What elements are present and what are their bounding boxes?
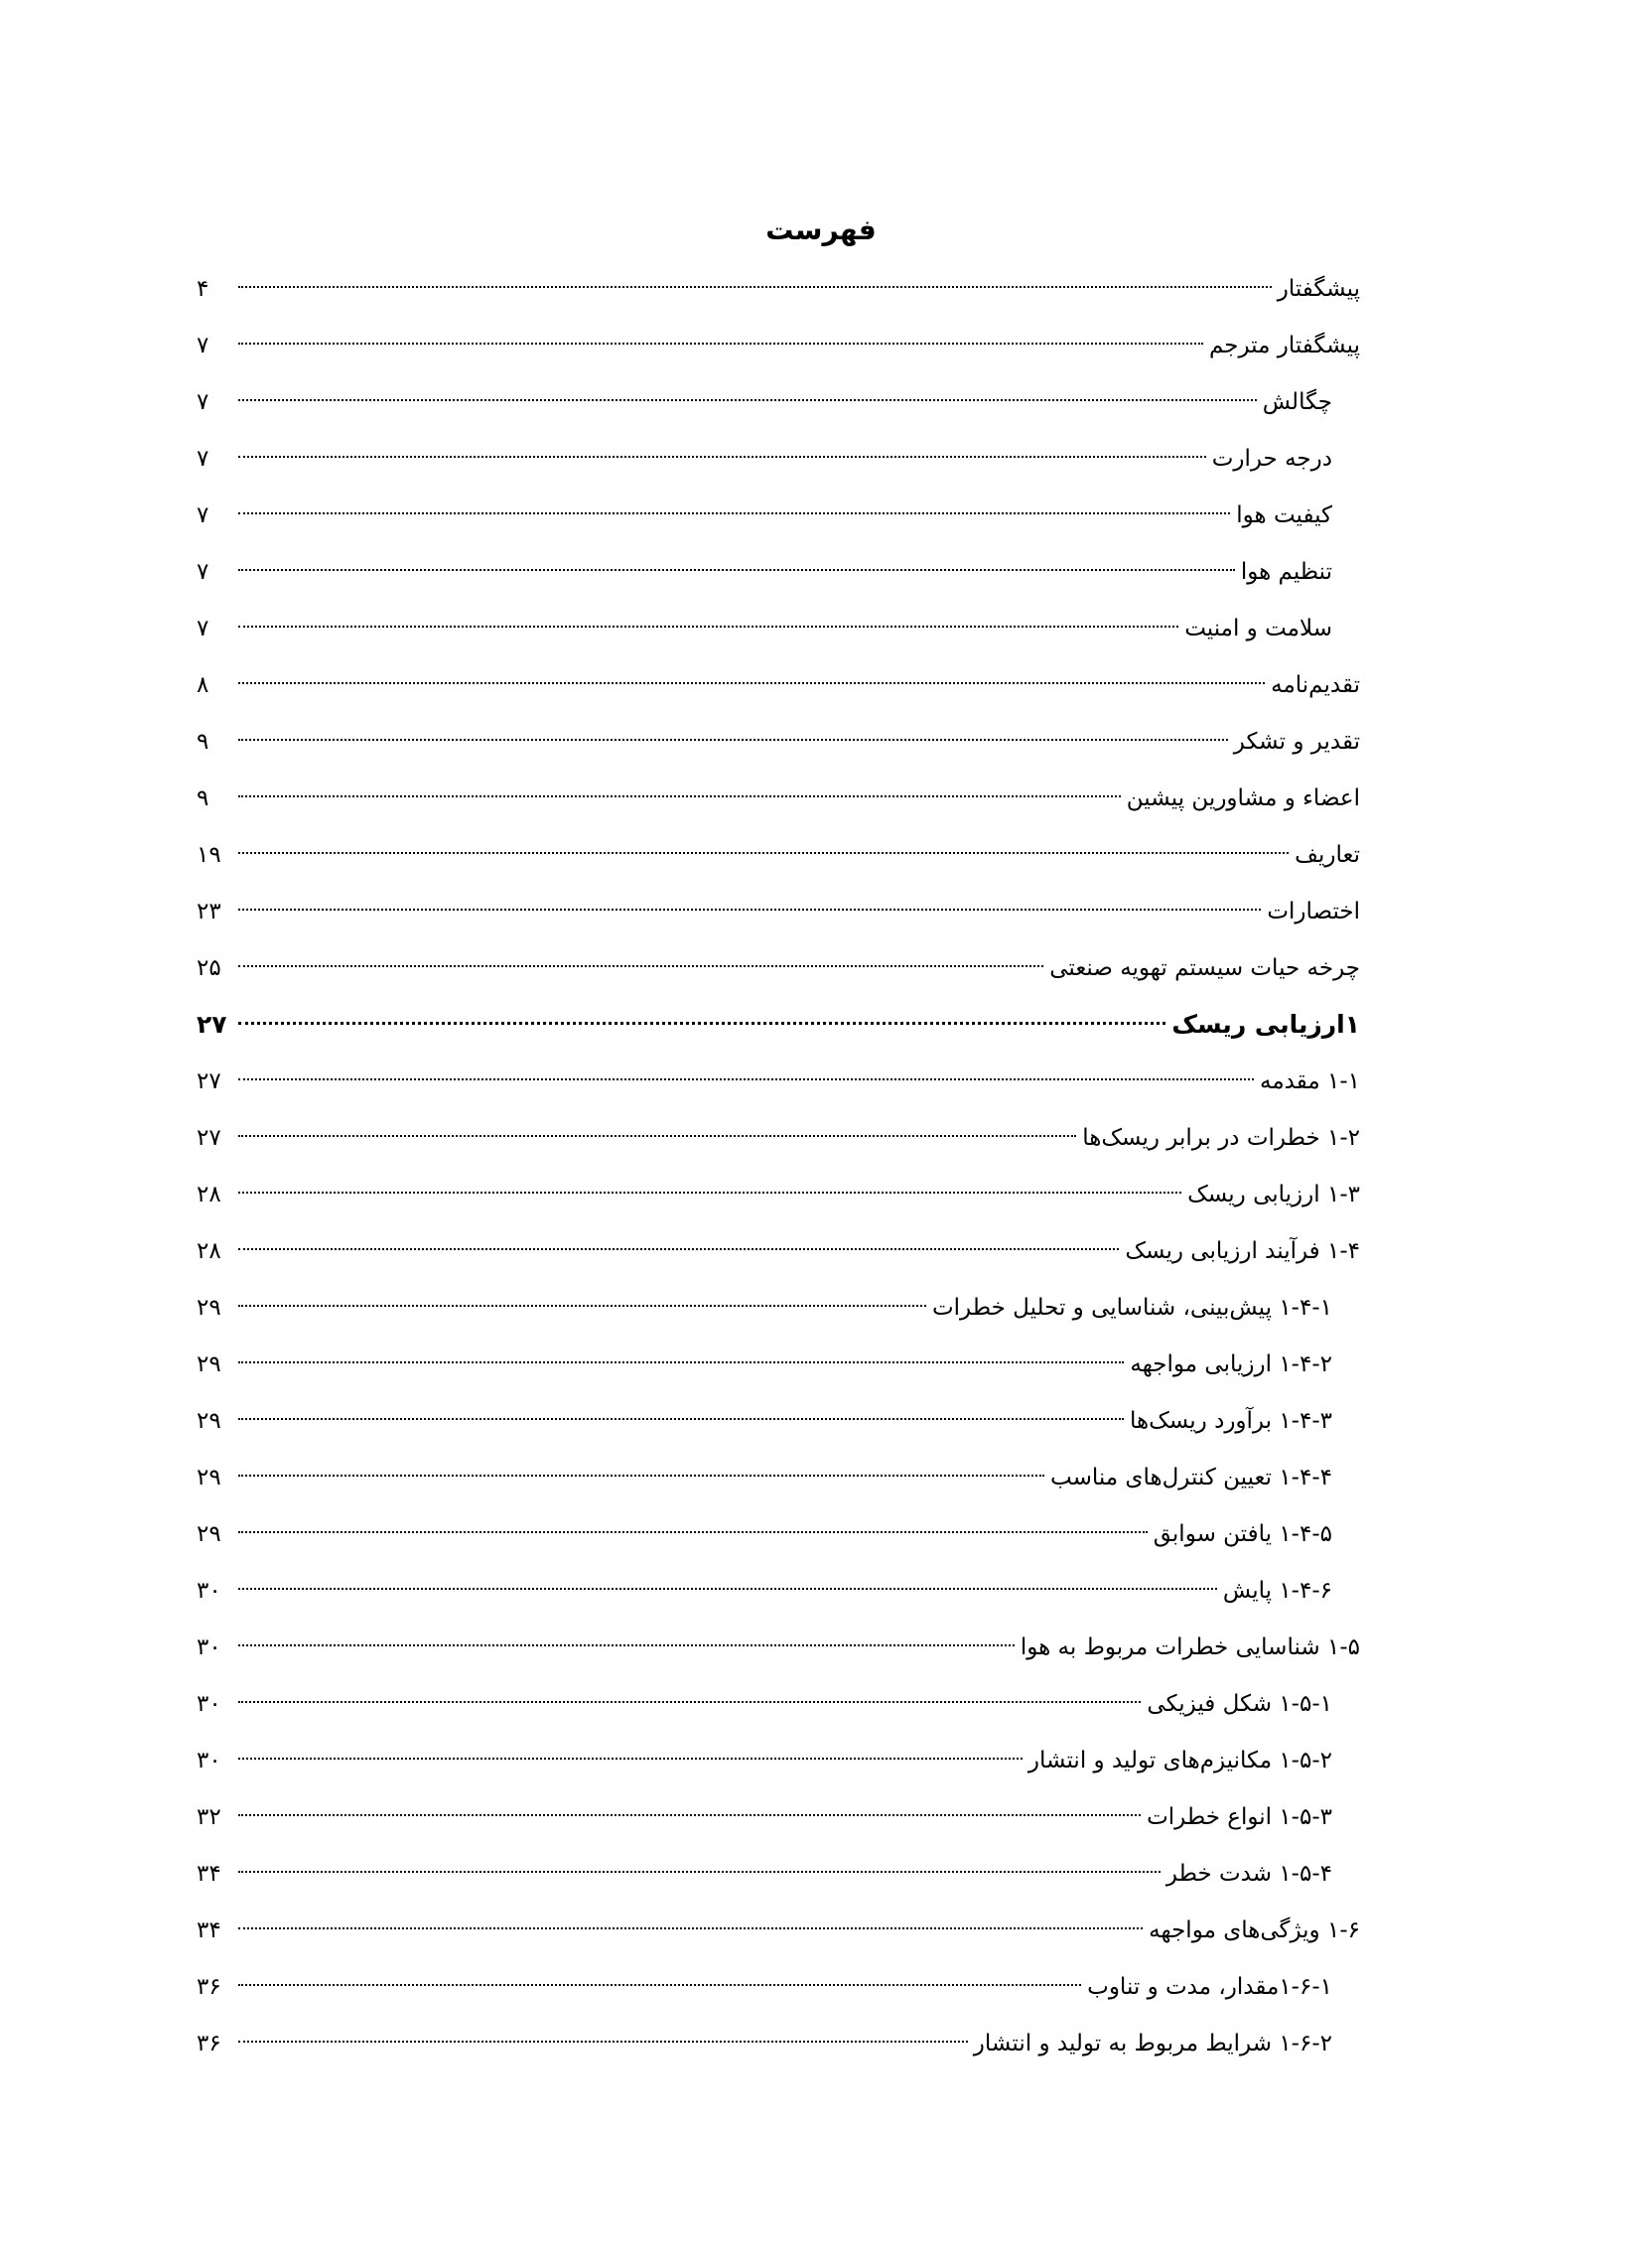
toc-entry[interactable] xyxy=(197,663,1360,720)
toc-entry-page-number: ۳۰ xyxy=(197,1691,221,1717)
dot-leader xyxy=(238,1588,1217,1590)
toc-entry-label: ۱-۵-۱ شکل فیزیکی xyxy=(1147,1691,1332,1717)
toc-entry[interactable] xyxy=(197,1116,1360,1173)
toc-entry-label: تنظیم هوا xyxy=(1240,559,1332,585)
toc-entry[interactable] xyxy=(197,1173,1360,1229)
toc-entry[interactable] xyxy=(197,833,1360,890)
toc-entry-label: سلامت و امنیت xyxy=(1184,616,1332,641)
toc-entry-label: ۱-۴ فرآیند ارزیابی ریسک xyxy=(1125,1238,1360,1264)
toc-entry-page-number: ۷ xyxy=(197,446,209,472)
toc-entry[interactable] xyxy=(197,1626,1360,1682)
dot-leader xyxy=(238,512,1230,514)
toc-entry-label: ۱-۴-۵ یافتن سوابق xyxy=(1153,1521,1332,1547)
toc-entry-label: ۱-۵-۳ انواع خطرات xyxy=(1147,1804,1332,1830)
toc-entry[interactable] xyxy=(197,1965,1360,2022)
toc-entry[interactable] xyxy=(197,1795,1360,1852)
toc-entry-label: ۱-۱ مقدمه xyxy=(1259,1068,1360,1094)
toc-entry-label: ۱-۴-۲ ارزیابی مواجهه xyxy=(1130,1351,1332,1377)
toc-entry-label: چگالش xyxy=(1262,389,1332,415)
toc-entry-label: ۱-۴-۳ برآورد ریسک‌ها xyxy=(1130,1408,1332,1434)
toc-entry-page-number: ۲۷ xyxy=(197,1010,227,1039)
toc-entry-label: درجه حرارت xyxy=(1211,446,1332,472)
toc-entry[interactable] xyxy=(197,550,1360,607)
toc-entry-page-number: ۲۹ xyxy=(197,1351,221,1377)
toc-entry[interactable] xyxy=(197,324,1360,380)
toc-entry-page-number: ۲۵ xyxy=(197,955,221,981)
toc-entry[interactable] xyxy=(197,1229,1360,1286)
toc-entry-page-number: ۷ xyxy=(197,389,209,415)
toc-entry[interactable] xyxy=(197,1286,1360,1343)
toc-entry[interactable] xyxy=(197,1060,1360,1116)
toc-title: فهرست xyxy=(765,213,877,246)
dot-leader xyxy=(238,1418,1124,1420)
toc-entry-page-number: ۹ xyxy=(197,785,209,811)
toc-entry-label: ۱-۶-۱مقدار، مدت و تناوب xyxy=(1087,1974,1332,2000)
toc-entry-label: چرخه حیات سیستم تهویه صنعتی xyxy=(1049,955,1360,981)
toc-entry-page-number: ۴ xyxy=(197,276,209,302)
dot-leader xyxy=(238,286,1272,288)
toc-entry-label: ۱-۴-۴ تعیین کنترل‌های مناسب xyxy=(1050,1465,1332,1490)
toc-entry-label: ۱-۳ ارزیابی ریسک xyxy=(1187,1182,1360,1207)
dot-leader xyxy=(238,1022,1165,1025)
toc-entry[interactable] xyxy=(197,1569,1360,1626)
toc-entry-label: ۱-۵-۴ شدت خطر xyxy=(1165,1861,1332,1887)
toc-entry[interactable] xyxy=(197,267,1360,324)
dot-leader xyxy=(238,909,1261,911)
toc-entry-label: تقدیم‌نامه xyxy=(1271,672,1360,698)
toc-entry[interactable] xyxy=(197,437,1360,494)
dot-leader xyxy=(238,965,1043,967)
toc-entry-page-number: ۸ xyxy=(197,672,209,698)
toc-entry-label: پیشگفتار xyxy=(1277,276,1360,302)
toc-entry-page-number: ۲۸ xyxy=(197,1238,221,1264)
dot-leader xyxy=(238,1984,1081,1986)
toc-entry-page-number: ۲۹ xyxy=(197,1295,221,1321)
dot-leader xyxy=(238,1644,1015,1646)
dot-leader xyxy=(238,1192,1181,1194)
toc-entry-page-number: ۳۰ xyxy=(197,1748,221,1773)
dot-leader xyxy=(238,1475,1044,1477)
dot-leader xyxy=(238,343,1203,345)
toc-entry-page-number: ۳۶ xyxy=(197,2031,221,2056)
toc-entry-page-number: ۹ xyxy=(197,729,209,755)
dot-leader xyxy=(238,1305,926,1307)
toc-entry-page-number: ۱۹ xyxy=(197,842,221,868)
toc-entry-page-number: ۲۹ xyxy=(197,1521,221,1547)
toc-entry-label: ۱-۵ شناسایی خطرات مربوط به هوا xyxy=(1020,1634,1360,1660)
toc-entry-label: ۱-۴-۶ پایش xyxy=(1222,1578,1332,1604)
toc-entry-page-number: ۷ xyxy=(197,333,209,358)
toc-entry[interactable] xyxy=(197,1003,1360,1060)
toc-entry[interactable] xyxy=(197,1682,1360,1739)
toc-entry-page-number: ۳۶ xyxy=(197,1974,221,2000)
dot-leader xyxy=(238,1078,1254,1080)
toc-entry-label: ۱-۵-۲ مکانیزم‌های تولید و انتشار xyxy=(1027,1748,1332,1773)
toc-entry-page-number: ۳۰ xyxy=(197,1578,221,1604)
toc-entry-page-number: ۲۸ xyxy=(197,1182,221,1207)
toc-entry[interactable] xyxy=(197,1739,1360,1795)
dot-leader xyxy=(238,795,1121,797)
toc-entry-page-number: ۳۰ xyxy=(197,1634,221,1660)
toc-entry-page-number: ۲۷ xyxy=(197,1068,221,1094)
toc-entry-page-number: ۲۷ xyxy=(197,1125,221,1151)
toc-list xyxy=(197,267,1360,2074)
dot-leader xyxy=(238,2041,968,2043)
toc-entry-page-number: ۳۴ xyxy=(197,1861,221,1887)
toc-entry[interactable] xyxy=(197,777,1360,833)
toc-entry[interactable] xyxy=(197,1852,1360,1909)
toc-entry-label: تقدیر و تشکر xyxy=(1233,729,1360,755)
toc-entry[interactable] xyxy=(197,380,1360,437)
dot-leader xyxy=(238,626,1178,628)
toc-entry[interactable] xyxy=(197,2022,1360,2078)
dot-leader xyxy=(238,399,1257,401)
toc-entry[interactable] xyxy=(197,720,1360,777)
dot-leader xyxy=(238,569,1235,571)
dot-leader xyxy=(238,1814,1141,1816)
toc-entry[interactable] xyxy=(197,1909,1360,1965)
dot-leader xyxy=(238,739,1228,741)
toc-entry[interactable] xyxy=(197,1343,1360,1399)
dot-leader xyxy=(238,1248,1119,1250)
toc-entry-page-number: ۲۹ xyxy=(197,1408,221,1434)
toc-entry-label: پیشگفتار مترجم xyxy=(1208,333,1360,358)
toc-entry-page-number: ۳۴ xyxy=(197,1917,221,1943)
toc-entry-label: اختصارات xyxy=(1267,899,1360,924)
toc-entry-label: کیفیت هوا xyxy=(1236,502,1332,528)
toc-entry-label: ۱-۴-۱ پیش‌بینی، شناسایی و تحلیل خطرات xyxy=(932,1295,1332,1321)
dot-leader xyxy=(238,1531,1148,1533)
dot-leader xyxy=(238,852,1289,854)
toc-entry-page-number: ۲۳ xyxy=(197,899,221,924)
toc-entry-label: اعضاء و مشاورین پیشین xyxy=(1126,785,1360,811)
dot-leader xyxy=(238,682,1265,684)
dot-leader xyxy=(238,1701,1141,1703)
dot-leader xyxy=(238,456,1206,458)
toc-entry[interactable] xyxy=(197,607,1360,663)
dot-leader xyxy=(238,1758,1023,1760)
toc-entry-page-number: ۲۹ xyxy=(197,1465,221,1490)
toc-entry-label: ۱-۲ خطرات در برابر ریسک‌ها xyxy=(1082,1125,1360,1151)
toc-entry[interactable] xyxy=(197,890,1360,946)
toc-entry[interactable] xyxy=(197,946,1360,1003)
toc-entry[interactable] xyxy=(197,1399,1360,1456)
toc-entry[interactable] xyxy=(197,1456,1360,1512)
toc-entry-label: ۱-۶ ویژگی‌های مواجهه xyxy=(1149,1917,1360,1943)
dot-leader xyxy=(238,1135,1076,1137)
toc-entry-label: ۱ارزیابی ریسک xyxy=(1171,1010,1360,1039)
dot-leader xyxy=(238,1361,1124,1363)
toc-entry[interactable] xyxy=(197,494,1360,550)
toc-entry-label: تعاریف xyxy=(1295,842,1360,868)
toc-entry-label: ۱-۶-۲ شرایط مربوط به تولید و انتشار xyxy=(973,2031,1332,2056)
toc-entry-page-number: ۷ xyxy=(197,559,209,585)
toc-entry-page-number: ۳۲ xyxy=(197,1804,221,1830)
toc-entry-page-number: ۷ xyxy=(197,616,209,641)
dot-leader xyxy=(238,1871,1161,1873)
toc-entry[interactable] xyxy=(197,1512,1360,1569)
dot-leader xyxy=(238,1927,1143,1929)
toc-entry-page-number: ۷ xyxy=(197,502,209,528)
